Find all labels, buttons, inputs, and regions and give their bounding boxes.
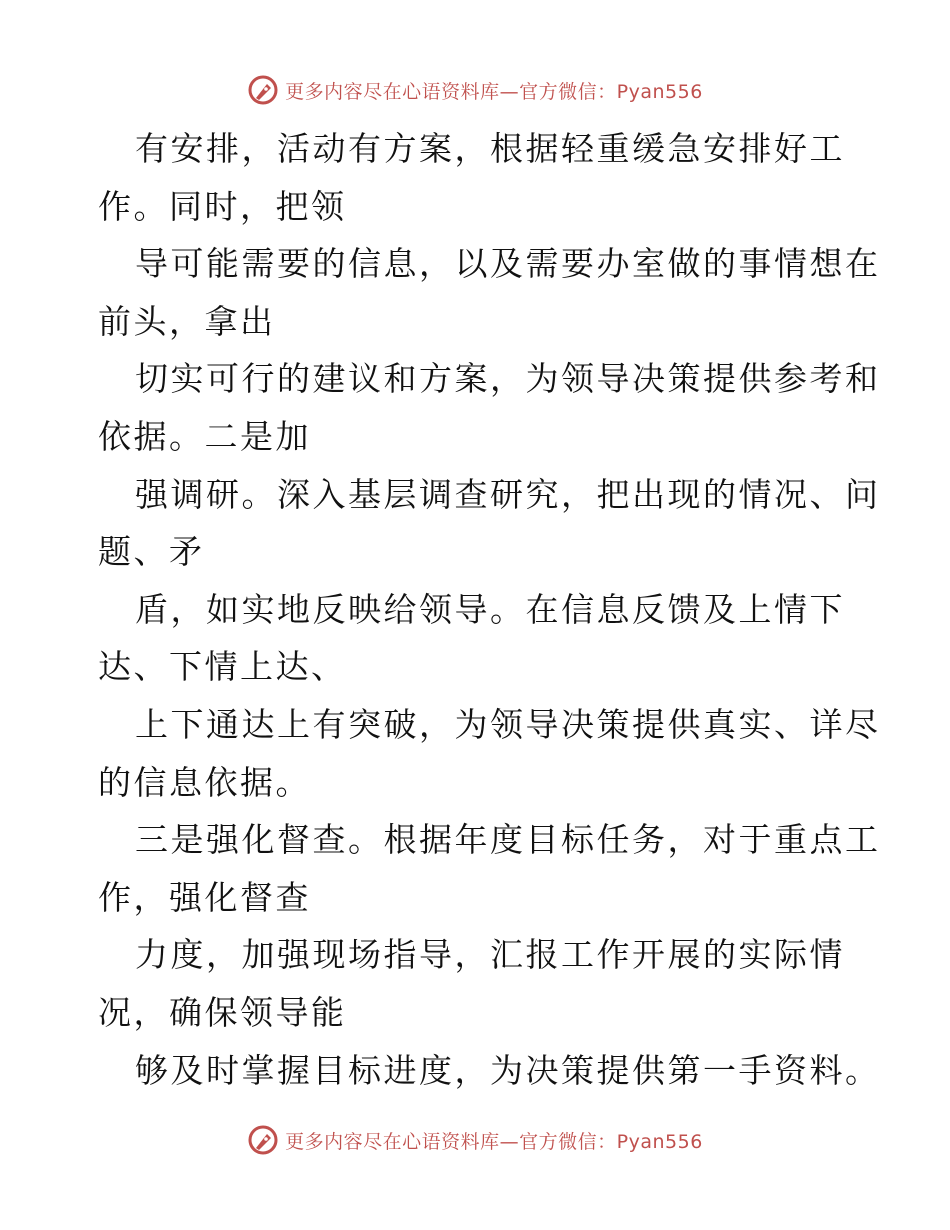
text-line: 题、矛: [98, 532, 205, 572]
text-line: 作，强化督查: [98, 877, 311, 917]
footer-watermark: [0, 1120, 950, 1160]
text-line: 依据。二是加: [98, 416, 311, 456]
text-line: 作。同时，把领: [98, 186, 347, 226]
document-body: [98, 120, 881, 1099]
text-line: 况，确保领导能: [98, 992, 347, 1032]
text-line: 够及时掌握目标进度，为决策提供第一手资料。: [135, 1050, 881, 1090]
pen-nib-logo-icon: [247, 1124, 279, 1156]
footer-watermark-text: 更多内容尽在心语资料库—官方微信：Pyan556: [285, 1130, 703, 1153]
text-line: 的信息依据。: [98, 762, 311, 802]
header-watermark-text: 更多内容尽在心语资料库—官方微信：Pyan556: [285, 80, 703, 103]
text-line: 达、下情上达、: [98, 647, 347, 687]
text-line: 有安排，活动有方案，根据轻重缓急安排好工: [135, 129, 845, 168]
text-line: 导可能需要的信息，以及需要办室做的事情想在: [135, 244, 881, 284]
text-line: 力度，加强现场指导，汇报工作开展的实际情: [135, 935, 845, 975]
text-line: 切实可行的建议和方案，为领导决策提供参考和: [135, 359, 881, 399]
header-watermark: [0, 70, 950, 110]
pen-nib-logo-icon: [247, 74, 279, 106]
text-line: 强调研。深入基层调查研究，把出现的情况、问: [135, 474, 881, 514]
text-line: 前头，拿出: [98, 301, 276, 341]
text-line: 盾，如实地反映给领导。在信息反馈及上情下: [135, 589, 845, 629]
text-line: 上下通达上有突破，为领导决策提供真实、详尽: [135, 704, 881, 744]
text-line: 三是强化督查。根据年度目标任务，对于重点工: [135, 820, 881, 860]
